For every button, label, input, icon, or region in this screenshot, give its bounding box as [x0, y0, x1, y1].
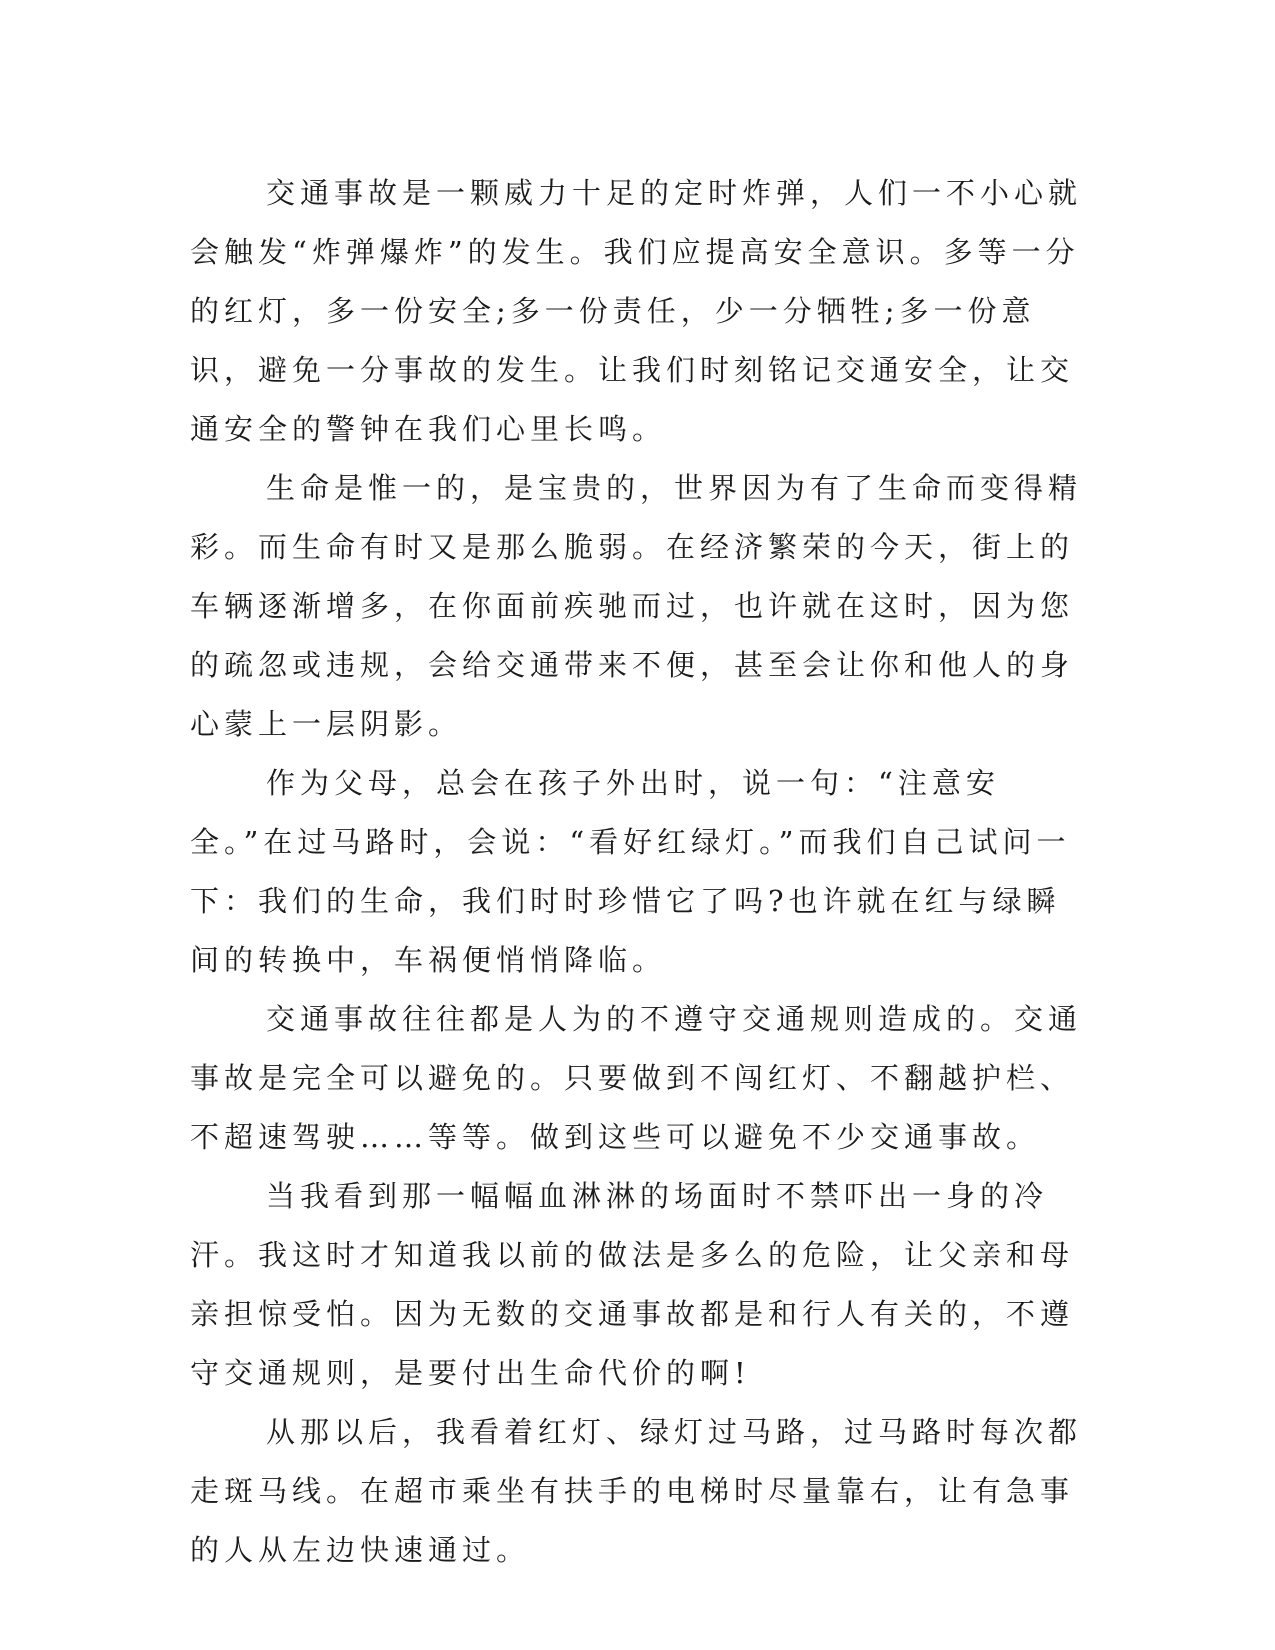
paragraph-6: 从那以后，我看着红灯、绿灯过马路，过马路时每次都走斑马线。在超市乘坐有扶手的电梯时尽量靠右，让有急事的人从左边快速通过。 — [190, 1415, 1083, 1567]
paragraph-2: 生命是惟一的，是宝贵的，世界因为有了生命而变得精彩。而生命有时又是那么脆弱。在经济繁荣的今天，街上的车辆逐渐增多，在你面前疾驰而过，也许就在这时，因为您的疏忽或违规，会给交通带来不便，甚至会让你和他人的身心蒙上一层阴影。 — [190, 471, 1083, 741]
paragraph-4: 交通事故往往都是人为的不遵守交通规则造成的。交通事故是完全可以避免的。只要做到不闯红灯、不翻越护栏、不超速驾驶……等等。做到这些可以避免不少交通事故。 — [190, 1002, 1083, 1154]
paragraph-3: 作为父母，总会在孩子外出时，说一句：“注意安全。”在过马路时，会说：“看好红绿灯。”而我们自己试问一下：我们的生命，我们时时珍惜它了吗?也许就在红与绿瞬间的转换中，车祸便悄悄降临。 — [190, 766, 1071, 977]
paragraph-1: 交通事故是一颗威力十足的定时炸弹，人们一不小心就会触发“炸弹爆炸”的发生。我们应提高安全意识。多等一分的红灯，多一份安全;多一份责任，少一分牺牲;多一份意识，避免一分事故的发生。让我们时刻铭记交通安全，让交通安全的警钟在我们心里长鸣。 — [190, 176, 1083, 446]
paragraph-5: 当我看到那一幅幅血淋淋的场面时不禁吓出一身的冷汗。我这时才知道我以前的做法是多么的危险，让父亲和母亲担惊受怕。因为无数的交通事故都是和行人有关的，不遵守交通规则，是要付出生命代价的啊! — [190, 1179, 1075, 1390]
document-body — [190, 164, 1082, 1580]
